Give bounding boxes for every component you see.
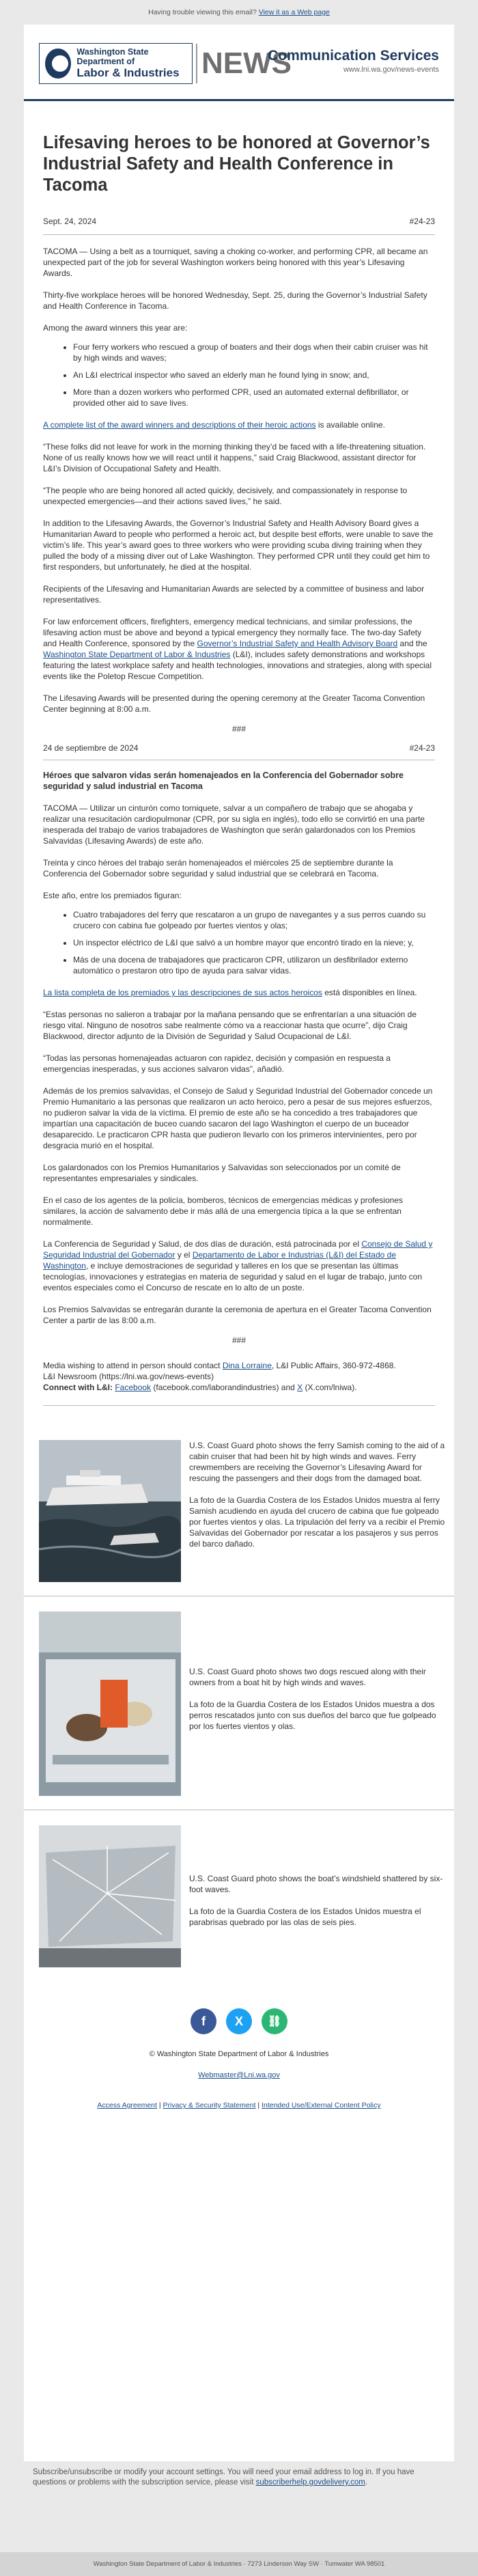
- list-item: • Four ferry workers who rescued a group of boaters and their dogs when their cabin cruiser was hit by high winds and waves;: [73, 342, 435, 363]
- list-item: • Un inspector eléctrico de L&I que salvó a un hombre mayor que encontró tirado en la nieve; y,: [73, 937, 435, 948]
- media-contact: Media wishing to attend in person should contact Dina Lorraine, L&I Public Affairs, 360-972-4868. L&I Newsroom (https://lni.wa.gov/news-events) Connect with L&I: Facebook (facebook.com/laborandindustries) and X (X.com/lniwa).: [43, 1361, 396, 1392]
- photo-caption-en: U.S. Coast Guard photo shows two dogs rescued along with their owners from a boat hit by high winds and waves.: [189, 1667, 426, 1687]
- ferry-rescue-photo: [39, 1440, 181, 1582]
- paragraph: Este año, entre los premiados figuran:: [43, 891, 182, 900]
- copyright: © Washington State Department of Labor & Industries: [149, 2050, 329, 2058]
- news-wordmark: NEWS: [196, 44, 292, 83]
- x-icon[interactable]: X: [226, 2008, 252, 2034]
- facebook-icon[interactable]: f: [191, 2008, 216, 2034]
- award-list-link-en[interactable]: A complete list of the award winners and descriptions of their heroic actions: [43, 420, 316, 430]
- contact-dina-link[interactable]: Dina Lorraine: [222, 1361, 272, 1370]
- release-number-en: #24-23: [409, 217, 435, 226]
- date-es: 24 de septiembre de 2024: [43, 743, 139, 753]
- paragraph: TACOMA — Using a belt as a tourniquet, saving a choking co-worker, and performing CPR, all became an unexpected part of the job for several Washington workers being honored with this year’s Lifesaving Awards.: [43, 247, 428, 278]
- dateline-es: [43, 743, 435, 760]
- email-footer: [24, 2049, 454, 2081]
- list-item: • More than a dozen workers who performed CPR, used an automated external defibrillator, or provided other aid to save lives.: [73, 387, 435, 408]
- award-winners-list-es: [43, 909, 435, 976]
- shattered-windshield-photo: [39, 1825, 181, 1967]
- newsroom-text: L&I Newsroom (https://lni.wa.gov/news-events): [43, 1372, 214, 1381]
- subscription-note: Subscribe/unsubscribe or modify your account settings. You will need your email address to log in. If you have questions or problems with the subscription service, please visit subscriberhelp.govdelivery.com.: [33, 2468, 414, 2487]
- photo-caption-en: U.S. Coast Guard photo shows the ferry Samish coming to the aid of a cabin cruiser that had been hit by high winds and waves. Ferry crewmembers are receiving the Governor’s Lifesaving Award for rescuing the passengers and their dogs from the damaged boat.: [189, 1441, 445, 1483]
- comm-services: [268, 48, 439, 74]
- logo-line1: Washington State Department of: [76, 47, 149, 66]
- award-list-link-es[interactable]: La lista completa de los premiados y las descripciones de sus actos heroicos: [43, 988, 322, 997]
- paragraph: A complete list of the award winners and descriptions of their heroic actions is available online.: [43, 420, 385, 430]
- footer-links: Access Agreement | Privacy & Security Statement | Intended Use/External Content Policy: [97, 2101, 381, 2109]
- paragraph: For law enforcement officers, firefighters, emergency medical technicians, and similar professions, the lifesaving action must be above and beyond a typical emergency they normally face. The two-day Safety and Health Conference, sponsored by the Governor’s Industrial Safety and Health Advisory Board and the Washington State Department of Labor & Industries (L&I), includes safety demonstrations and workshops featuring the latest workplace safety and health technologies, innovations and strategies, along with special events like the Poletop Rescue Competition.: [43, 617, 432, 681]
- photo-caption-es: La foto de la Guardia Costera de los Estados Unidos muestra al ferry Samish acudiendo en ayuda del crucero de cabina que fue golpeado por fuertes vientos y olas. La tripulación del ferry va a recibir el Premio Salvavidas del Gobernador por rescatar a los pasajeros y sus perros del barco dañado.: [189, 1495, 445, 1549]
- end-marker-es: ###: [231, 1335, 247, 1345]
- state-seal-icon: [45, 49, 71, 79]
- external-content-policy-link[interactable]: Intended Use/External Content Policy: [262, 2101, 381, 2109]
- advisory-board-link-es[interactable]: Consejo de Salud y Seguridad Industrial del Gobernador: [43, 1239, 433, 1260]
- paragraph: Los Premios Salvavidas se entregarán durante la ceremonia de apertura en el Greater Tacoma Convention Center a partir de las 8:00 a.m.: [43, 1305, 432, 1325]
- date-en: Sept. 24, 2024: [43, 217, 97, 226]
- photo-row-ferry: [24, 1440, 454, 1596]
- x-link[interactable]: X: [297, 1383, 303, 1392]
- photo-row-dogs: [24, 1611, 454, 1810]
- photo-caption-es: La foto de la Guardia Costera de los Estados Unidos muestra el parabrisas quebrado por las olas de seis pies.: [189, 1907, 421, 1927]
- paragraph: The Lifesaving Awards will be presented during the opening ceremony at the Greater Tacoma Convention Center beginning at 8:00 a.m.: [43, 693, 425, 714]
- top-notice-text: Having trouble viewing this email?: [148, 8, 257, 16]
- list-item: • Más de una docena de trabajadores que practicaron CPR, utilizaron un desfibrilador externo automático o prestaron otro tipo de ayuda para salvar vidas.: [73, 954, 435, 976]
- paragraph: TACOMA — Utilizar un cinturón como torniquete, salvar a un compañero de trabajo que se ahogaba y realizar una resucitación cardiopulmonar (CPR, por su sigla en inglés), todo ello se convirtió en una parte inesperada del trabajo de varios trabajadores de Washington que serán galardonados con los Premios Salvavidas (Lifesaving Awards) de este año.: [43, 803, 425, 846]
- email-header: [24, 25, 454, 101]
- subscriber-help-link[interactable]: subscriberhelp.govdelivery.com: [255, 2478, 365, 2487]
- paragraph: La lista completa de los premiados y las descripciones de sus actos heroicos está disponibles en línea.: [43, 988, 417, 997]
- comm-services-title: Communication Services: [268, 48, 439, 64]
- photo-caption-es: La foto de la Guardia Costera de los Estados Unidos muestra a dos perros rescatados junto con sus dueños del barco que fue golpeado por los fuertes vientos y olas.: [189, 1700, 436, 1731]
- photo-row-windshield: [24, 1825, 454, 1981]
- list-item: • Cuatro trabajadores del ferry que rescataron a un grupo de navegantes y a sus perros cuando su crucero con cabina fue golpeado por fuertes vientos y olas;: [73, 909, 435, 931]
- paragraph: Among the award winners this year are:: [43, 323, 188, 333]
- lni-link-en[interactable]: Washington State Department of Labor & Industries: [43, 650, 231, 659]
- lni-link-es[interactable]: Departamento de Labor e Industrias (L&I) del Estado de Washington: [43, 1250, 396, 1271]
- paragraph: Thirty-five workplace heroes will be honored Wednesday, Sept. 25, during the Governor’s Industrial Safety and Health Conference in Tacoma.: [43, 290, 427, 311]
- paragraph: Treinta y cinco héroes del trabajo serán homenajeados el miércoles 25 de septiembre durante la Conferencia del Gobernador sobre seguridad y salud industrial que se celebrará en Tacoma.: [43, 858, 393, 878]
- release-number-es: #24-23: [409, 743, 435, 753]
- access-agreement-link[interactable]: Access Agreement: [97, 2101, 157, 2109]
- list-item: • An L&I electrical inspector who saved an elderly man he found lying in snow; and,: [73, 370, 435, 380]
- end-marker-en: ###: [231, 724, 247, 734]
- privacy-security-link[interactable]: Privacy & Security Statement: [163, 2101, 256, 2109]
- webmaster-email-link[interactable]: Webmaster@Lni.wa.gov: [198, 2071, 280, 2079]
- advisory-board-link-en[interactable]: Governor’s Industrial Safety and Health Advisory Board: [197, 639, 398, 648]
- paragraph: “Estas personas no salieron a trabajar por la mañana pensando que se enfrentarían a una situación de riesgo vital. Ninguno de nosotros sabe realmente cómo va a reaccionar hasta que ocurre”, dijo Craig Blackwood, director adjunto de la División de Seguridad y Salud Ocupacional de L&I.: [43, 1010, 417, 1041]
- headline-en: Lifesaving heroes to be honored at Governor’s Industrial Safety and Health Conference in Tacoma: [43, 133, 430, 195]
- paragraph: Además de los premios salvavidas, el Consejo de Salud y Seguridad Industrial del Gobernador concede un Premio Humanitario a las personas que realizaron un acto heroico, pero a pesar de sus mejores esfuerzos, no pudieron salvar la vida de la víctima. El premio de este año se ha concedido a tres trabajadores que impartían una capacitación de buceo cuando sacaron del lago Washington el cuerpo de un buceador desaparecido. Le practicaron CPR hasta que pudieron llevarlo con los primeros intervinientes, pero por desgracia murió en el hospital.: [43, 1086, 433, 1150]
- facebook-link[interactable]: Facebook: [115, 1383, 152, 1392]
- paragraph: Recipients of the Lifesaving and Humanitarian Awards are selected by a committee of business and labor representatives.: [43, 584, 425, 605]
- dateline-en: [43, 217, 435, 235]
- paragraph: La Conferencia de Seguridad y Salud, de dos días de duración, está patrocinada por el Consejo de Salud y Seguridad Industrial del Gobernador y el Departamento de Labor e Industrias (L&I) del Estado de Washington, e incluye demostraciones de seguridad y talleres en los que se presentan las últimas tecnologías, innovaciones y estrategias en materia de seguridad y salud en el lugar de trabajo, junto con eventos especiales como el Concurso de rescate en lo alto de un poste.: [43, 1239, 433, 1292]
- paragraph: Los galardonados con los Premios Humanitarios y Salvavidas son seleccionados por un comité de representantes empresariales y sindicales.: [43, 1163, 401, 1183]
- logo-line2: Labor & Industries: [76, 66, 180, 79]
- connect-label: Connect with L&I:: [43, 1383, 113, 1392]
- bottom-address-bar: Washington State Department of Labor & Industries · 7273 Linderson Way SW · Tumwater WA 98501: [0, 2552, 478, 2576]
- paragraph: “Todas las personas homenajeadas actuaron con rapidez, decisión y compasión en respuesta a emergencias inesperadas, y sus acciones salvaron vidas”, añadió.: [43, 1053, 391, 1074]
- paragraph: En el caso de los agentes de la policía, bomberos, técnicos de emergencias médicas y profesiones similares, la acción de salvamento debe ir más allá de una emergencia típica a la que se enfrentan normalmente.: [43, 1195, 403, 1227]
- share-link-icon[interactable]: ⛓: [262, 2008, 287, 2034]
- view-as-web-page-link[interactable]: View it as a Web page: [258, 8, 330, 16]
- paragraph: In addition to the Lifesaving Awards, the Governor’s Industrial Safety and Health Advisory Board gives a Humanitarian Award to people who performed a heroic act, but despite best efforts, were unable to save the victim’s life. This year’s award goes to three workers who were providing scuba diving training when they pulled the body of a missing diver out of Lake Washington. They performed CPR until they could get him to first responders, but unfortunately, he died at the hospital.: [43, 518, 434, 572]
- lni-logo: [39, 43, 193, 84]
- rescued-dogs-photo: [39, 1611, 181, 1796]
- paragraph: “The people who are being honored all acted quickly, decisively, and compassionately in response to unexpected emergencies—and their actions saved lives,” he said.: [43, 486, 408, 506]
- top-notice: [0, 0, 478, 25]
- social-links: [24, 2008, 454, 2034]
- paragraph: “These folks did not leave for work in the morning thinking they’d be faced with a life-threatening situation. None of us really knows how we will react until it happens,” said Craig Blackwood, assistant director for L&I’s Division of Occupational Safety and Health.: [43, 442, 426, 473]
- award-winners-list-en: [43, 342, 435, 408]
- photo-caption-en: U.S. Coast Guard photo shows the boat’s windshield shattered by six-foot waves.: [189, 1874, 443, 1894]
- comm-services-url: www.lni.wa.gov/news-events: [343, 66, 439, 74]
- headline-es: Héroes que salvaron vidas serán homenajeados en la Conferencia del Gobernador sobre seguridad y salud industrial en Tacoma: [43, 771, 404, 791]
- email-card: [24, 25, 454, 2461]
